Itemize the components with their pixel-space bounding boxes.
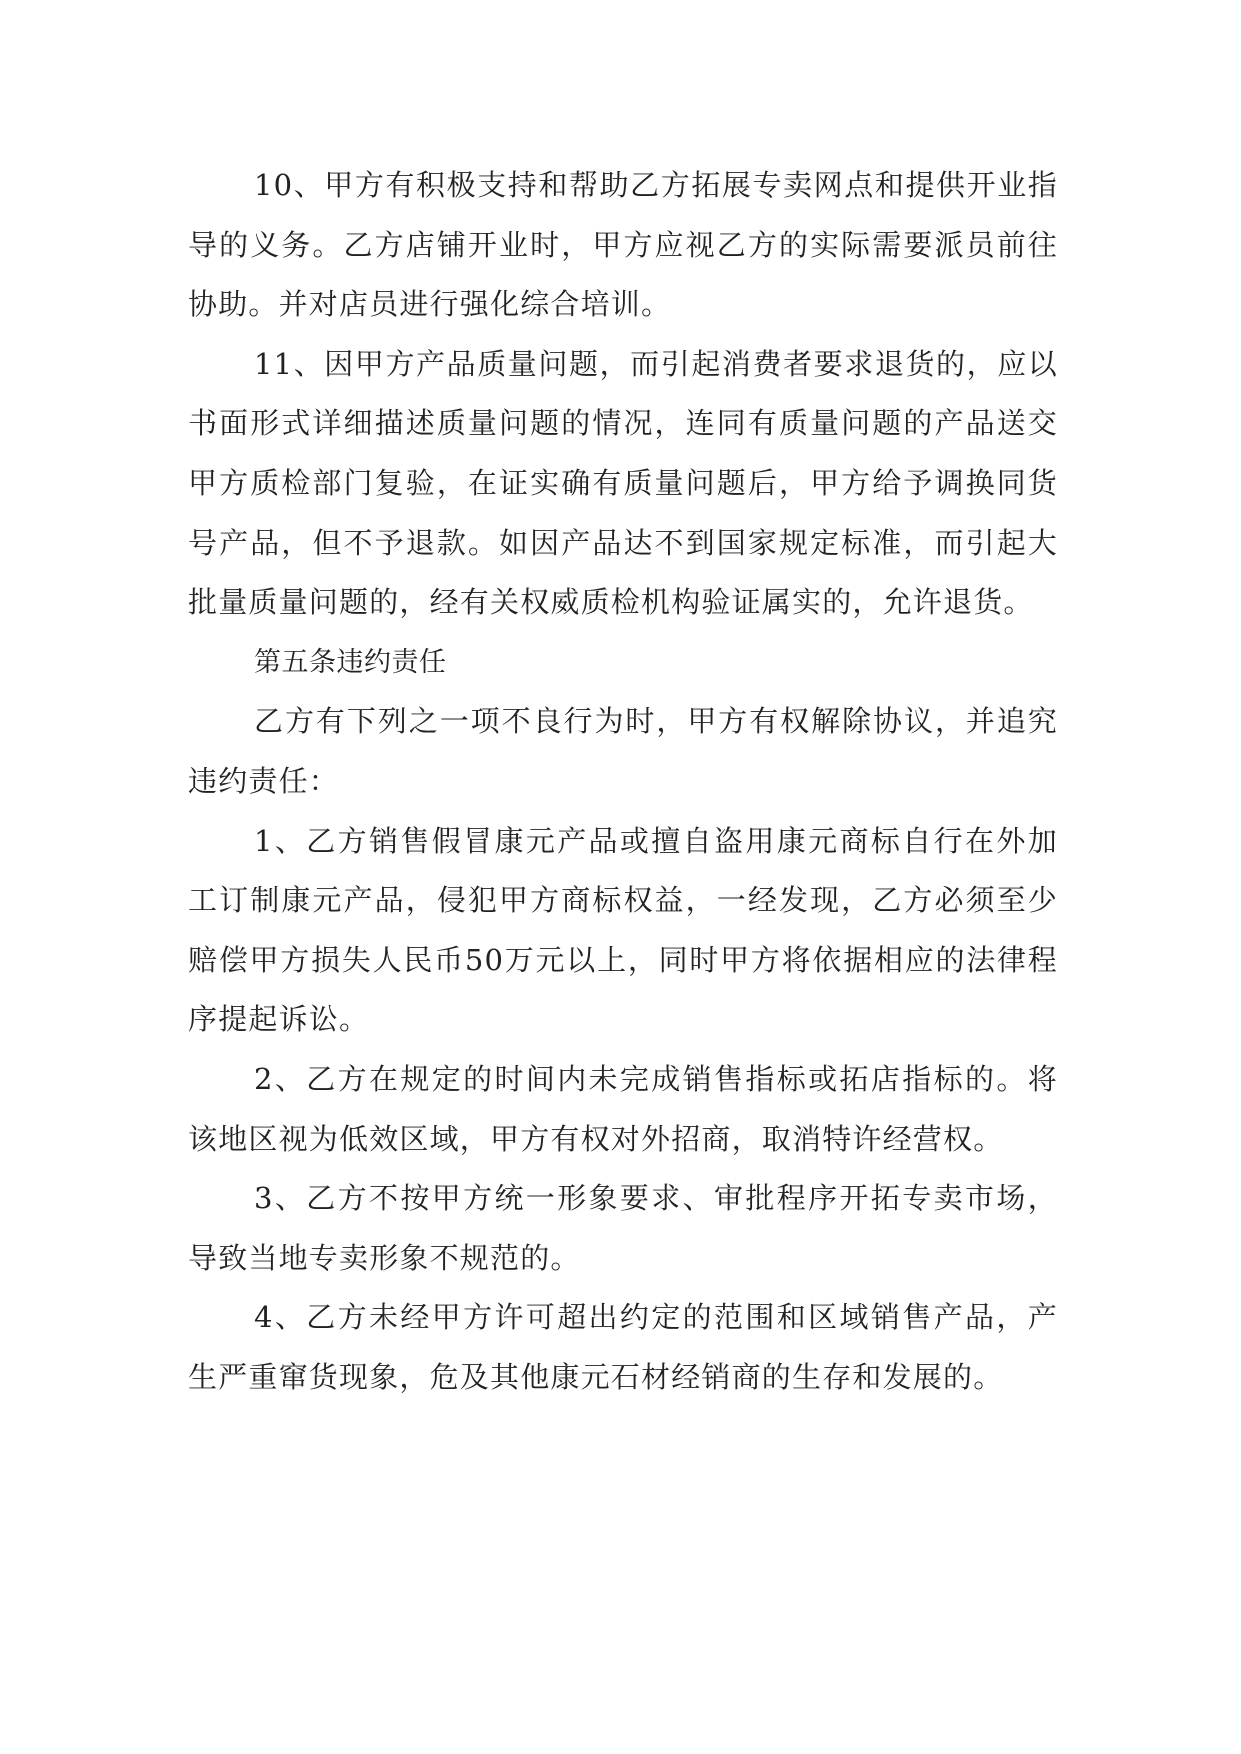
breach-item-3: 3、乙方不按甲方统一形象要求、审批程序开拓专卖市场，导致当地专卖形象不规范的。 <box>188 1181 1058 1275</box>
breach-item-1: 1、乙方销售假冒康元产品或擅自盗用康元商标自行在外加工订制康元产品，侵犯甲方商标权益，一经发现，乙方必须至少赔偿甲方损失人民币50万元以上，同时甲方将依据相应的法律程序提起诉讼。 <box>188 823 1058 1037</box>
breach-item-2: 2、乙方在规定的时间内未完成销售指标或拓店指标的。将该地区视为低效区域，甲方有权对外招商，取消特许经营权。 <box>188 1061 1058 1156</box>
breach-item-4: 4、乙方未经甲方许可超出约定的范围和区域销售产品，产生严重窜货现象，危及其他康元石材经销商的生存和发展的。 <box>188 1300 1058 1394</box>
clause-11: 11、因甲方产品质量问题，而引起消费者要求退货的，应以书面形式详细描述质量问题的情况，连同有质量问题的产品送交甲方质检部门复验，在证实确有质量问题后，甲方给予调换同货号产品，但不予退款。如因产品达不到国家规定标准，而引起大批量质量问题的，经有关权威质检机构验证属实的，允许退货。 <box>188 346 1058 620</box>
section-heading-article-5: 第五条违约责任 <box>254 646 447 678</box>
clause-10: 10、甲方有积极支持和帮助乙方拓展专卖网点和提供开业指导的义务。乙方店铺开业时，甲方应视乙方的实际需要派员前往协助。并对店员进行强化综合培训。 <box>188 168 1058 322</box>
breach-intro: 乙方有下列之一项不良行为时，甲方有权解除协议，并追究违约责任： <box>188 704 1058 798</box>
document-body <box>188 156 1058 1407</box>
